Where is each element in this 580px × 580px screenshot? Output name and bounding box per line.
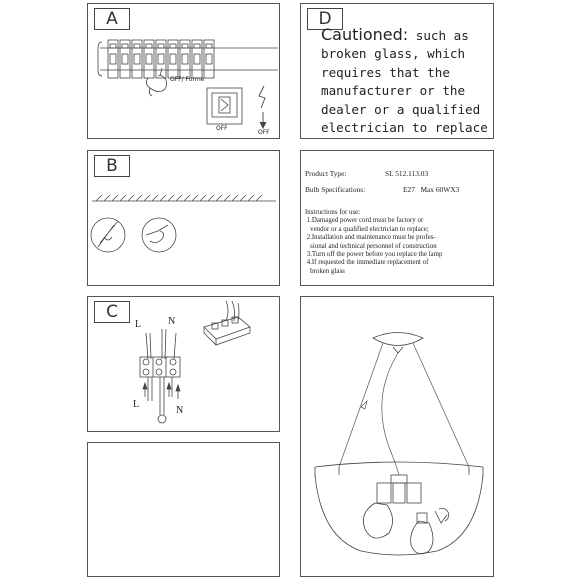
panel-b-letter: B (94, 155, 130, 177)
panel-d-letter: D (307, 8, 343, 30)
socket-cluster-icon (377, 475, 421, 503)
caution-first-line-rest: such as (408, 28, 469, 43)
drill-detail-icon (91, 218, 125, 252)
caution-line: requires that the (321, 64, 450, 80)
light-bulb-icon (363, 503, 448, 554)
pendant-lamp-diagram (301, 297, 495, 578)
bulb-spec-label: Bulb Specifications: (305, 185, 366, 194)
instructions-title: Instructions for use: (305, 209, 361, 216)
instruction-line: broken glass (305, 267, 345, 275)
switch-icon (207, 88, 242, 124)
wire-label-n-top: N (168, 316, 176, 327)
wire-arrows-icon (143, 383, 180, 399)
panel-d (300, 3, 494, 139)
wire-label-n-bottom: N (176, 405, 184, 416)
switch-off-label: OFF (216, 125, 228, 132)
terminal-block-icon (140, 329, 180, 423)
bulb-spec-value: E27 Max 60WX3 (403, 185, 460, 194)
panel-c (87, 296, 280, 432)
terminal-wiring-diagram (88, 297, 281, 433)
caution-line: electrician to replace (321, 120, 488, 136)
off-forme-label: OFF/ Forme (170, 76, 205, 83)
power-off-arrow-icon (259, 86, 266, 128)
ceiling-drill-diagram (88, 151, 281, 287)
panel-c-letter: C (94, 301, 130, 323)
connector-block-icon (204, 301, 250, 345)
empty-panel (87, 442, 280, 577)
product-type-label: Product Type: (305, 169, 347, 178)
caution-heading: Cautioned: (321, 25, 409, 44)
caution-line: dealer or a qualified (321, 101, 481, 117)
caution-line: broken glass, which (321, 46, 466, 62)
instruction-line: 1.Damaged power cord must be factory or (305, 217, 424, 225)
breaker-strip (98, 40, 278, 78)
hand-icon (146, 68, 166, 96)
panel-a (87, 3, 280, 139)
caution-line: manufacturer or the (321, 83, 466, 99)
breaker-diagram (88, 4, 281, 140)
instruction-line: 2.Installation and maintenance must be profes- (305, 234, 436, 242)
lamp-panel (300, 296, 494, 577)
wire-detail-icon (142, 218, 176, 252)
panel-a-letter: A (94, 8, 130, 30)
ceiling-hatch (92, 195, 276, 201)
lamp-shade (315, 462, 483, 555)
suspension-cables (339, 343, 469, 475)
caution-text (321, 26, 496, 137)
specs-panel (300, 150, 494, 286)
product-type-value: SL 512.113.03 (385, 169, 429, 178)
instruction-line: sional and technical personnel of construction (305, 242, 437, 250)
instruction-line: 4.If requested the immediate replacement of (305, 259, 429, 267)
wire-label-l-top: L (135, 319, 142, 330)
instruction-line: vendor or a qualified electrician to replace; (305, 225, 429, 233)
instruction-line: 3.Turn off the power before you replace the lamp (305, 251, 443, 259)
arrow-off-label: OFF (258, 129, 270, 136)
wire-label-l-bottom: L (133, 399, 140, 410)
panel-b (87, 150, 280, 286)
instructions (305, 209, 487, 276)
caution-first-line (321, 26, 496, 45)
